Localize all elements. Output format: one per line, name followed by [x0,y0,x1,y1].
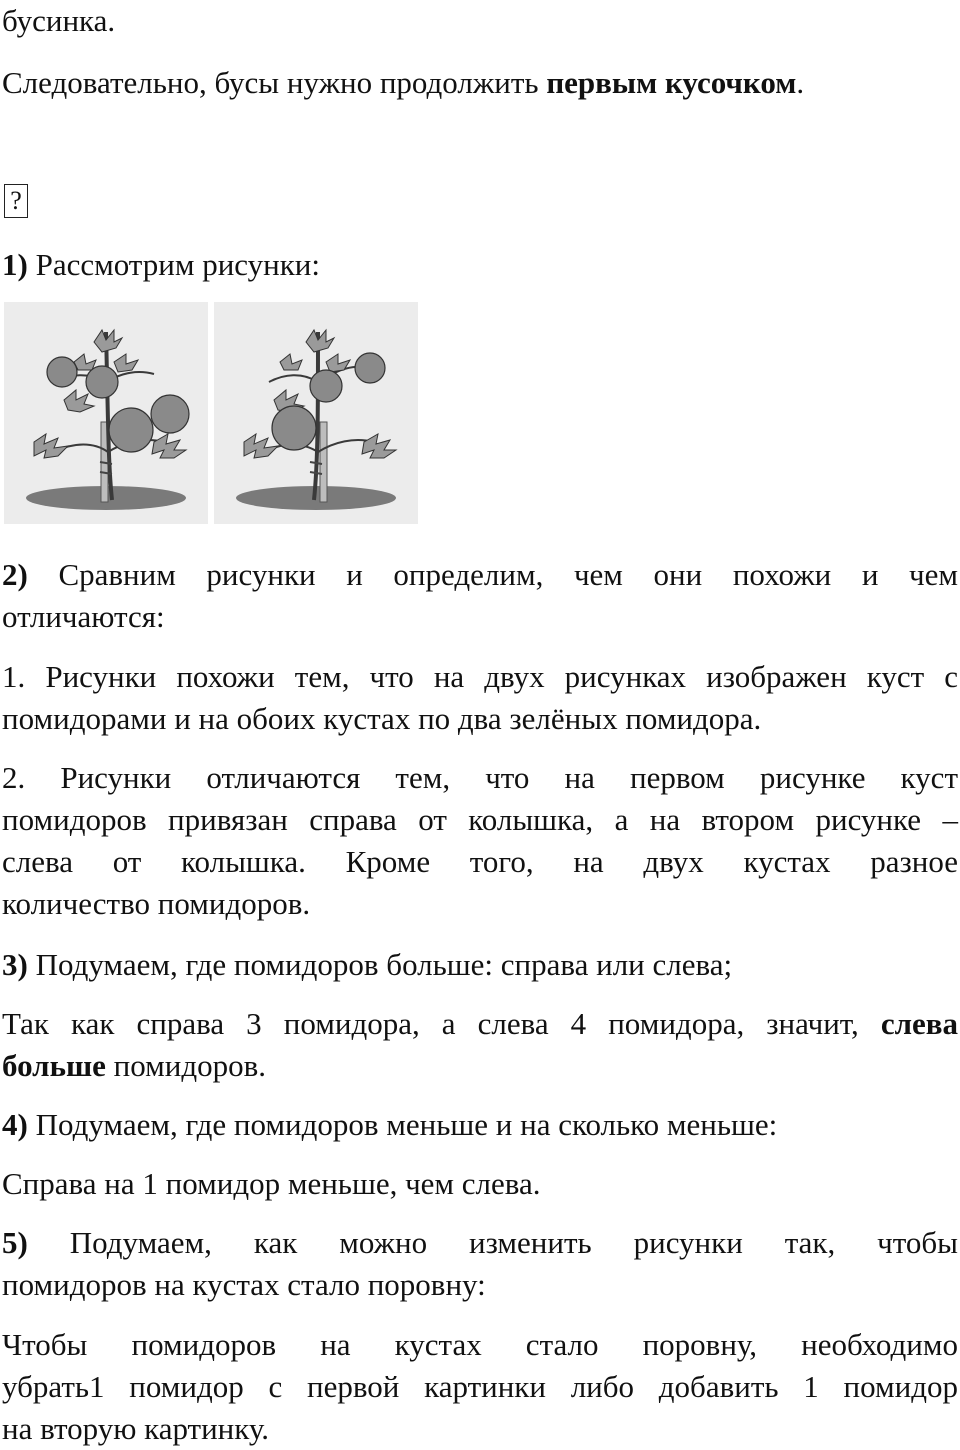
right-tomato-plant-image [214,302,418,524]
step-3: 3) Подумаем, где помидоров больше: справа или слева; [2,947,733,982]
step-4-answer: Справа на 1 помидор меньше, чем слева. [2,1166,541,1201]
step-5-answer: Чтобы помидоров на кустах стало поровну, необходимо убрать1 помидор с первой картинки либо добавить 1 помидор на вторую картинку. [2,1327,958,1446]
step-4: 4) Подумаем, где помидоров меньше и на сколько меньше: [2,1107,778,1142]
plant-stem [314,332,318,500]
tomato [86,366,118,398]
tomato-plants-figure [2,296,424,532]
left-tomato-plant-svg [4,302,208,524]
step-3-answer: Так как справа 3 помидора, а слева 4 помидора, значит, слева больше помидоров. [2,1006,958,1083]
step-2: 2) Сравним рисунки и определим, чем они похожи и чем отличаются: [2,557,958,634]
tomato [355,353,385,383]
step-5: 5) Подумаем, как можно изменить рисунки так, чтобы помидоров на кустах стало поровну: [2,1225,958,1302]
answer-bold: первым кусочком [546,65,797,100]
right-tomato-plant-svg [214,302,418,524]
step-1: 1) Рассмотрим рисунки: [2,247,320,282]
tomato [272,406,316,450]
support-stake [320,422,327,502]
tomato [310,370,342,402]
left-tomato-plant-image [4,302,208,524]
text-line-beads-end: бусинка. [2,3,116,38]
tomato [109,408,153,452]
question-box-icon: ? [4,184,28,218]
tomato [47,357,77,387]
tomato [151,395,189,433]
difference-paragraph: 2. Рисунки отличаются тем, что на первом рисунке куст помидоров привязан справа от колышка, а на втором рисунке – слева от колышка. Кроме того, на двух кустах разное количество помидоров. [2,760,958,921]
conclusion-line: Следовательно, бусы нужно продолжить первым кусочком. [2,65,805,100]
similarity-paragraph: 1. Рисунки похожи тем, что на двух рисунках изображен куст с помидорами и на обоих кустах по два зелёных помидора. [2,659,958,736]
